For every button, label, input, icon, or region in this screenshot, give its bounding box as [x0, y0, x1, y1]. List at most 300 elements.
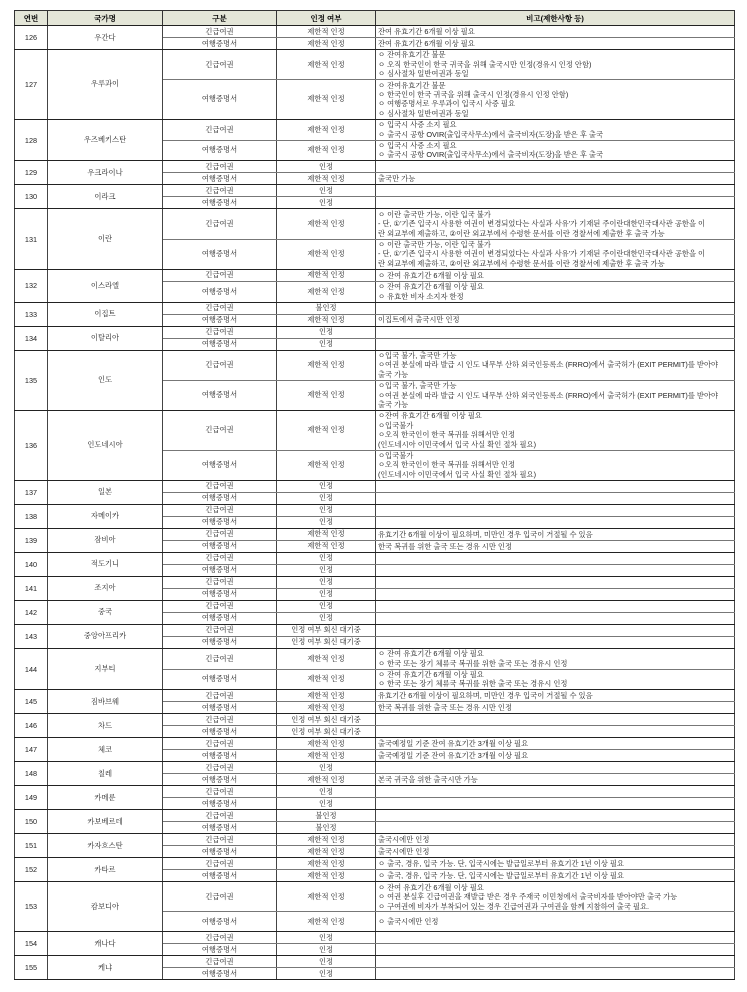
table-row	[15, 858, 735, 870]
remarks-cell	[376, 750, 735, 762]
row-number: 152	[15, 858, 48, 882]
remark-line: 이집트에서 출국시만 인정	[378, 315, 460, 325]
row-number: 132	[15, 269, 48, 302]
recognition-status: 제한적 인정	[277, 38, 376, 50]
recognition-status: 제한적 인정	[277, 846, 376, 858]
remarks-cell	[376, 576, 735, 588]
document-type: 긴급여권	[163, 738, 277, 750]
recognition-status: 인정	[277, 161, 376, 173]
remarks-cell	[376, 798, 735, 810]
row-number: 150	[15, 810, 48, 834]
remarks-cell	[376, 239, 735, 269]
header-no: 연번	[15, 11, 48, 26]
remarks-cell	[376, 350, 735, 380]
recognition-status: 인정 여부 회신 대기중	[277, 726, 376, 738]
row-number: 127	[15, 50, 48, 120]
table-row	[15, 185, 735, 197]
remark-line: 본국 귀국을 위한 출국시만 가능	[378, 775, 478, 785]
recognition-status: 인정	[277, 326, 376, 338]
remark-line: ㅇ 심사절차 일반여권과 동일	[378, 108, 469, 118]
remarks-cell	[376, 209, 735, 239]
document-type: 여행증명서	[163, 564, 277, 576]
recognition-status: 인정	[277, 968, 376, 980]
remarks-cell	[376, 528, 735, 540]
row-number: 130	[15, 185, 48, 209]
document-type: 여행증명서	[163, 38, 277, 50]
row-number: 146	[15, 714, 48, 738]
remark-line: 출국예정일 기준 잔여 유효기간 3개월 이상 필요	[378, 751, 529, 761]
remark-line: ㅇ 여권 분실후 긴급여권을 재발급 받은 경우 주재국 이민청에서 출국비자를 받아야만 출국 가능	[378, 892, 678, 902]
remarks-cell	[376, 858, 735, 870]
country-name: 칠레	[48, 762, 163, 786]
remarks-cell	[376, 762, 735, 774]
country-name: 우간다	[48, 26, 163, 50]
remark-line: ㅇ 출국, 경유, 입국 가능. 단, 입국시에는 발급일로부터 유효기간 1년 이상 필요	[378, 859, 624, 869]
document-type: 여행증명서	[163, 140, 277, 161]
recognition-status: 인정	[277, 588, 376, 600]
table-row	[15, 690, 735, 702]
document-type: 긴급여권	[163, 576, 277, 588]
row-number: 128	[15, 119, 48, 161]
remark-line: 출국 가능	[378, 400, 409, 410]
recognition-status: 인정	[277, 197, 376, 209]
recognition-status: 인정	[277, 600, 376, 612]
remark-line: 유효기간 6개월 이상이 필요하며, 미만인 경우 입국이 거절될 수 있음	[378, 691, 593, 701]
remarks-cell	[376, 173, 735, 185]
recognition-status: 불인정	[277, 302, 376, 314]
document-type: 긴급여권	[163, 786, 277, 798]
remarks-cell	[376, 810, 735, 822]
remarks-cell	[376, 968, 735, 980]
recognition-status: 인정	[277, 612, 376, 624]
document-type: 긴급여권	[163, 209, 277, 239]
table-header-row	[15, 11, 735, 26]
document-type: 긴급여권	[163, 600, 277, 612]
document-type: 여행증명서	[163, 798, 277, 810]
document-type: 여행증명서	[163, 612, 277, 624]
remark-line: ㅇ 잔여 유효기간 6개월 이상 필요	[378, 649, 484, 659]
remark-line: 란 외교부에 제출하고, ②이란 외교부에서 수령한 문서를 이란 경찰서에 제출한 후 출국 가능	[378, 258, 665, 268]
document-type: 긴급여권	[163, 302, 277, 314]
document-type: 긴급여권	[163, 350, 277, 380]
remarks-cell	[376, 912, 735, 932]
remarks-cell	[376, 281, 735, 302]
table-row	[15, 26, 735, 38]
row-number: 149	[15, 786, 48, 810]
country-name: 카자흐스탄	[48, 834, 163, 858]
document-type: 긴급여권	[163, 185, 277, 197]
document-type: 긴급여권	[163, 762, 277, 774]
header-type: 구분	[163, 11, 277, 26]
table-row	[15, 302, 735, 314]
remarks-cell	[376, 50, 735, 80]
remark-line: ㅇ 이란 출국만 가능, 이란 입국 불가	[378, 209, 491, 219]
country-name: 인도	[48, 350, 163, 410]
table-row	[15, 326, 735, 338]
document-type: 긴급여권	[163, 161, 277, 173]
remark-line: ㅇ 이란 출국만 가능, 이란 입국 불가	[378, 240, 491, 250]
recognition-status: 제한적 인정	[277, 669, 376, 690]
table-row	[15, 648, 735, 669]
remark-line: ㅇ 여행증명서로 우루과이 입국시 사증 필요	[378, 99, 516, 109]
country-name: 이스라엘	[48, 269, 163, 302]
remarks-cell	[376, 690, 735, 702]
document-type: 긴급여권	[163, 410, 277, 450]
recognition-status: 인정	[277, 576, 376, 588]
recognition-status: 인정 여부 회신 대기중	[277, 714, 376, 726]
remarks-cell	[376, 302, 735, 314]
country-name: 이집트	[48, 302, 163, 326]
remarks-cell	[376, 702, 735, 714]
country-name: 자메이카	[48, 504, 163, 528]
remarks-cell	[376, 648, 735, 669]
row-number: 143	[15, 624, 48, 648]
remark-line: 잔여 유효기간 6개월 이상 필요	[378, 26, 475, 36]
recognition-status: 제한적 인정	[277, 209, 376, 239]
recognition-status: 제한적 인정	[277, 528, 376, 540]
document-type: 긴급여권	[163, 119, 277, 140]
table-row	[15, 714, 735, 726]
remark-line: ㅇ잔여 유효기간 6개월 이상 필요	[378, 411, 482, 421]
document-type: 여행증명서	[163, 492, 277, 504]
remarks-cell	[376, 119, 735, 140]
country-name: 우즈베키스탄	[48, 119, 163, 161]
remark-line: ㅇ입국불가	[378, 451, 414, 460]
country-name: 카타르	[48, 858, 163, 882]
remarks-cell	[376, 326, 735, 338]
remarks-cell	[376, 786, 735, 798]
remarks-cell	[376, 140, 735, 161]
remarks-cell	[376, 956, 735, 968]
remark-line: 란 외교부에 제출하고, ②이란 외교부에서 수령한 문서를 이란 경찰서에 제출한 후 출국 가능	[378, 228, 665, 238]
row-number: 155	[15, 956, 48, 980]
recognition-status: 제한적 인정	[277, 281, 376, 302]
recognition-status: 인정	[277, 798, 376, 810]
country-name: 체코	[48, 738, 163, 762]
document-type: 긴급여권	[163, 624, 277, 636]
remark-line: ㅇ입국불가	[378, 420, 414, 430]
row-number: 137	[15, 480, 48, 504]
recognition-status: 인정	[277, 944, 376, 956]
remarks-cell	[376, 516, 735, 528]
remarks-cell	[376, 624, 735, 636]
document-type: 긴급여권	[163, 882, 277, 912]
remark-line: 한국 복귀를 위한 출국 또는 경유 시만 인정	[378, 703, 513, 713]
country-name: 캄보디아	[48, 882, 163, 932]
remark-line: ㅇ 잔여 유효기간 6개월 이상 필요	[378, 270, 484, 280]
row-number: 151	[15, 834, 48, 858]
recognition-status: 인정 여부 회신 대기중	[277, 624, 376, 636]
document-type: 여행증명서	[163, 822, 277, 834]
remark-line: ㅇ여권 분실에 따라 발급 시 인도 내무부 산하 외국인등록소 (FRRO)에서 출국허가 (EXIT PERMIT)를 받아야	[378, 360, 719, 370]
table-row	[15, 810, 735, 822]
remark-line: 유효기간 6개월 이상이 필요하며, 미만인 경우 입국이 거절될 수 있음	[378, 529, 593, 539]
table-row	[15, 762, 735, 774]
remarks-cell	[376, 726, 735, 738]
recognition-status: 제한적 인정	[277, 774, 376, 786]
remark-line: ㅇ 구여권에 비자가 부착되어 있는 경우 긴급여권과 구여권을 함께 지참하여 출국 필요.	[378, 901, 650, 911]
document-type: 긴급여권	[163, 834, 277, 846]
recognition-status: 제한적 인정	[277, 882, 376, 912]
remarks-cell	[376, 882, 735, 912]
remark-line: ㅇ 잔여 유효기간 6개월 이상 필요	[378, 882, 484, 892]
remarks-cell	[376, 450, 735, 480]
row-number: 135	[15, 350, 48, 410]
recognition-status: 인정	[277, 786, 376, 798]
remarks-cell	[376, 380, 735, 410]
remarks-cell	[376, 612, 735, 624]
recognition-status: 인정	[277, 185, 376, 197]
remark-line: ㅇ오직 한국인이 한국 복귀를 위해서만 인정	[378, 430, 516, 440]
remark-line: 출국예정일 기준 잔여 유효기간 3개월 이상 필요	[378, 739, 529, 749]
recognition-status: 제한적 인정	[277, 140, 376, 161]
remark-line: 잔여 유효기간 6개월 이상 필요	[378, 38, 475, 48]
table-row	[15, 269, 735, 281]
document-type: 긴급여권	[163, 504, 277, 516]
row-number: 142	[15, 600, 48, 624]
recognition-status: 제한적 인정	[277, 858, 376, 870]
row-number: 138	[15, 504, 48, 528]
remark-line: ㅇ 잔여 유효기간 6개월 이상 필요	[378, 282, 484, 292]
table-row	[15, 504, 735, 516]
document-type: 여행증명서	[163, 516, 277, 528]
document-type: 긴급여권	[163, 810, 277, 822]
row-number: 147	[15, 738, 48, 762]
header-country: 국가명	[48, 11, 163, 26]
document-type: 긴급여권	[163, 714, 277, 726]
row-number: 145	[15, 690, 48, 714]
remark-line: 한국 복귀를 위한 출국 또는 경유 시만 인정	[378, 541, 513, 551]
document-type: 여행증명서	[163, 846, 277, 858]
country-name: 차드	[48, 714, 163, 738]
remarks-cell	[376, 161, 735, 173]
document-type: 여행증명서	[163, 750, 277, 762]
remark-line: 출국시에만 인정	[378, 835, 430, 845]
recognition-status: 인정	[277, 480, 376, 492]
remark-line: - 단, ①'기존 입국시 사용한 여권이 변경되었다는 사실과 사유'가 기재된 주이란대한민국대사관 공한을 이	[378, 249, 706, 259]
remark-line: ㅇ 잔여 유효기간 6개월 이상 필요	[378, 669, 484, 679]
remarks-cell	[376, 492, 735, 504]
remark-line: ㅇ 출국시 공항 OVIR(출입국사무소)에서 출국비자(도장)을 받은 후 출국	[378, 129, 604, 139]
table-body	[15, 26, 735, 980]
document-type: 긴급여권	[163, 26, 277, 38]
remarks-cell	[376, 540, 735, 552]
table-row	[15, 50, 735, 80]
document-type: 여행증명서	[163, 726, 277, 738]
document-type: 여행증명서	[163, 197, 277, 209]
document-type: 여행증명서	[163, 239, 277, 269]
remark-line: 출국 가능	[378, 369, 409, 379]
country-name: 적도기니	[48, 552, 163, 576]
row-number: 141	[15, 576, 48, 600]
document-type: 여행증명서	[163, 944, 277, 956]
remarks-cell	[376, 714, 735, 726]
remark-line: ㅇ 입국시 사증 소지 필요	[378, 120, 457, 130]
document-type: 여행증명서	[163, 669, 277, 690]
table-row	[15, 834, 735, 846]
recognition-status: 제한적 인정	[277, 173, 376, 185]
country-name: 짐바브웨	[48, 690, 163, 714]
country-name: 이라크	[48, 185, 163, 209]
remark-line: ㅇ 출국시에만 인정	[378, 917, 439, 927]
table-row	[15, 480, 735, 492]
recognition-status: 제한적 인정	[277, 239, 376, 269]
country-name: 잠비아	[48, 528, 163, 552]
header-status: 인정 여부	[277, 11, 376, 26]
table-row	[15, 956, 735, 968]
remarks-cell	[376, 197, 735, 209]
document-type: 여행증명서	[163, 588, 277, 600]
country-name: 중국	[48, 600, 163, 624]
remark-line: ㅇ입국 불가, 출국만 가능	[378, 381, 457, 391]
document-type: 긴급여권	[163, 480, 277, 492]
remarks-cell	[376, 410, 735, 450]
document-type: 여행증명서	[163, 80, 277, 120]
recognition-status: 제한적 인정	[277, 380, 376, 410]
row-number: 153	[15, 882, 48, 932]
remarks-cell	[376, 480, 735, 492]
remarks-cell	[376, 564, 735, 576]
recognition-status: 인정	[277, 338, 376, 350]
remarks-cell	[376, 834, 735, 846]
row-number: 133	[15, 302, 48, 326]
remark-line: ㅇ여권 분실에 따라 발급 시 인도 내무부 산하 외국인등록소 (FRRO)에서 출국허가 (EXIT PERMIT)를 받아야	[378, 390, 719, 400]
remark-line: (인도네시아 이민국에서 입국 사실 확인 절차 필요)	[378, 439, 536, 449]
table-row	[15, 738, 735, 750]
document-type: 여행증명서	[163, 338, 277, 350]
table-row	[15, 552, 735, 564]
recognition-status: 인정	[277, 492, 376, 504]
row-number: 140	[15, 552, 48, 576]
row-number: 148	[15, 762, 48, 786]
table-row	[15, 119, 735, 140]
document-type: 여행증명서	[163, 314, 277, 326]
recognition-status: 인정	[277, 516, 376, 528]
country-name: 캐나다	[48, 932, 163, 956]
table-row	[15, 932, 735, 944]
remarks-cell	[376, 80, 735, 120]
recognition-status: 제한적 인정	[277, 450, 376, 480]
recognition-status: 제한적 인정	[277, 750, 376, 762]
recognition-status: 제한적 인정	[277, 26, 376, 38]
document-type: 긴급여권	[163, 269, 277, 281]
country-name: 우크라이나	[48, 161, 163, 185]
remark-line: ㅇ 한국인이 한국 귀국을 위해 출국시 인정(경유시 인정 안함)	[378, 90, 569, 100]
row-number: 131	[15, 209, 48, 269]
remark-line: ㅇ오직 한국인이 한국 복귀를 위해서만 인정	[378, 460, 516, 470]
remark-line: ㅇ입국 불가, 출국만 가능	[378, 351, 457, 361]
table-row	[15, 786, 735, 798]
country-name: 카보베르데	[48, 810, 163, 834]
country-name: 우루과이	[48, 50, 163, 120]
remarks-cell	[376, 738, 735, 750]
remarks-cell	[376, 774, 735, 786]
recognition-status: 제한적 인정	[277, 690, 376, 702]
document-type: 여행증명서	[163, 870, 277, 882]
recognition-status: 제한적 인정	[277, 314, 376, 326]
table-row	[15, 882, 735, 912]
document-type: 긴급여권	[163, 528, 277, 540]
remarks-cell	[376, 38, 735, 50]
remarks-cell	[376, 588, 735, 600]
country-name: 케냐	[48, 956, 163, 980]
country-name: 중앙아프리카	[48, 624, 163, 648]
table-row	[15, 528, 735, 540]
table-row	[15, 576, 735, 588]
recognition-status: 제한적 인정	[277, 834, 376, 846]
country-name: 인도네시아	[48, 410, 163, 480]
country-name: 일본	[48, 480, 163, 504]
row-number: 154	[15, 932, 48, 956]
recognition-status: 제한적 인정	[277, 80, 376, 120]
recognition-status: 제한적 인정	[277, 540, 376, 552]
document-type: 여행증명서	[163, 774, 277, 786]
recognition-status: 제한적 인정	[277, 119, 376, 140]
remarks-cell	[376, 636, 735, 648]
recognition-status: 제한적 인정	[277, 410, 376, 450]
remarks-cell	[376, 669, 735, 690]
document-type: 여행증명서	[163, 281, 277, 302]
remarks-cell	[376, 870, 735, 882]
remark-line: ㅇ 입국시 사증 소지 필요	[378, 141, 457, 151]
remarks-cell	[376, 822, 735, 834]
remark-line: ㅇ 잔여유효기간 불문	[378, 50, 446, 60]
remarks-cell	[376, 932, 735, 944]
remark-line: ㅇ 한국 또는 장기 체류국 복귀를 위한 출국 또는 경유시 인정	[378, 679, 568, 689]
remarks-cell	[376, 185, 735, 197]
remarks-cell	[376, 338, 735, 350]
table-row	[15, 600, 735, 612]
country-name: 이탈리아	[48, 326, 163, 350]
recognition-status: 불인정	[277, 810, 376, 822]
document-type: 여행증명서	[163, 702, 277, 714]
country-name: 이란	[48, 209, 163, 269]
document-type: 긴급여권	[163, 932, 277, 944]
remark-line: (인도네시아 이민국에서 입국 사실 확인 절차 필요)	[378, 469, 536, 479]
remark-line: ㅇ 잔여유효기간 불문	[378, 80, 446, 90]
remarks-cell	[376, 269, 735, 281]
recognition-status: 제한적 인정	[277, 702, 376, 714]
document-type: 긴급여권	[163, 326, 277, 338]
country-name: 지부티	[48, 648, 163, 690]
row-number: 136	[15, 410, 48, 480]
remark-line: 출국만 가능	[378, 174, 416, 184]
recognition-status: 인정 여부 회신 대기중	[277, 636, 376, 648]
document-type: 여행증명서	[163, 968, 277, 980]
recognition-status: 제한적 인정	[277, 870, 376, 882]
row-number: 134	[15, 326, 48, 350]
document-type: 여행증명서	[163, 380, 277, 410]
document-type: 여행증명서	[163, 540, 277, 552]
country-name: 조지아	[48, 576, 163, 600]
row-number: 129	[15, 161, 48, 185]
remarks-cell	[376, 846, 735, 858]
row-number: 126	[15, 26, 48, 50]
remarks-cell	[376, 552, 735, 564]
document-type: 긴급여권	[163, 648, 277, 669]
document-type: 여행증명서	[163, 173, 277, 185]
table-row	[15, 350, 735, 380]
recognition-status: 제한적 인정	[277, 350, 376, 380]
remark-line: ㅇ 심사절차 일반여권과 동일	[378, 69, 469, 79]
remarks-cell	[376, 314, 735, 326]
document-type: 긴급여권	[163, 858, 277, 870]
row-number: 144	[15, 648, 48, 690]
remark-line: ㅇ 오직 한국인이 한국 귀국을 위해 출국시만 인정(경유시 인정 안함)	[378, 59, 592, 69]
document-type: 긴급여권	[163, 552, 277, 564]
table-row	[15, 209, 735, 239]
remark-line: - 단, ①'기존 입국시 사용한 여권이 변경되었다는 사실과 사유'가 기재된 주이란대한민국대사관 공한을 이	[378, 219, 706, 229]
